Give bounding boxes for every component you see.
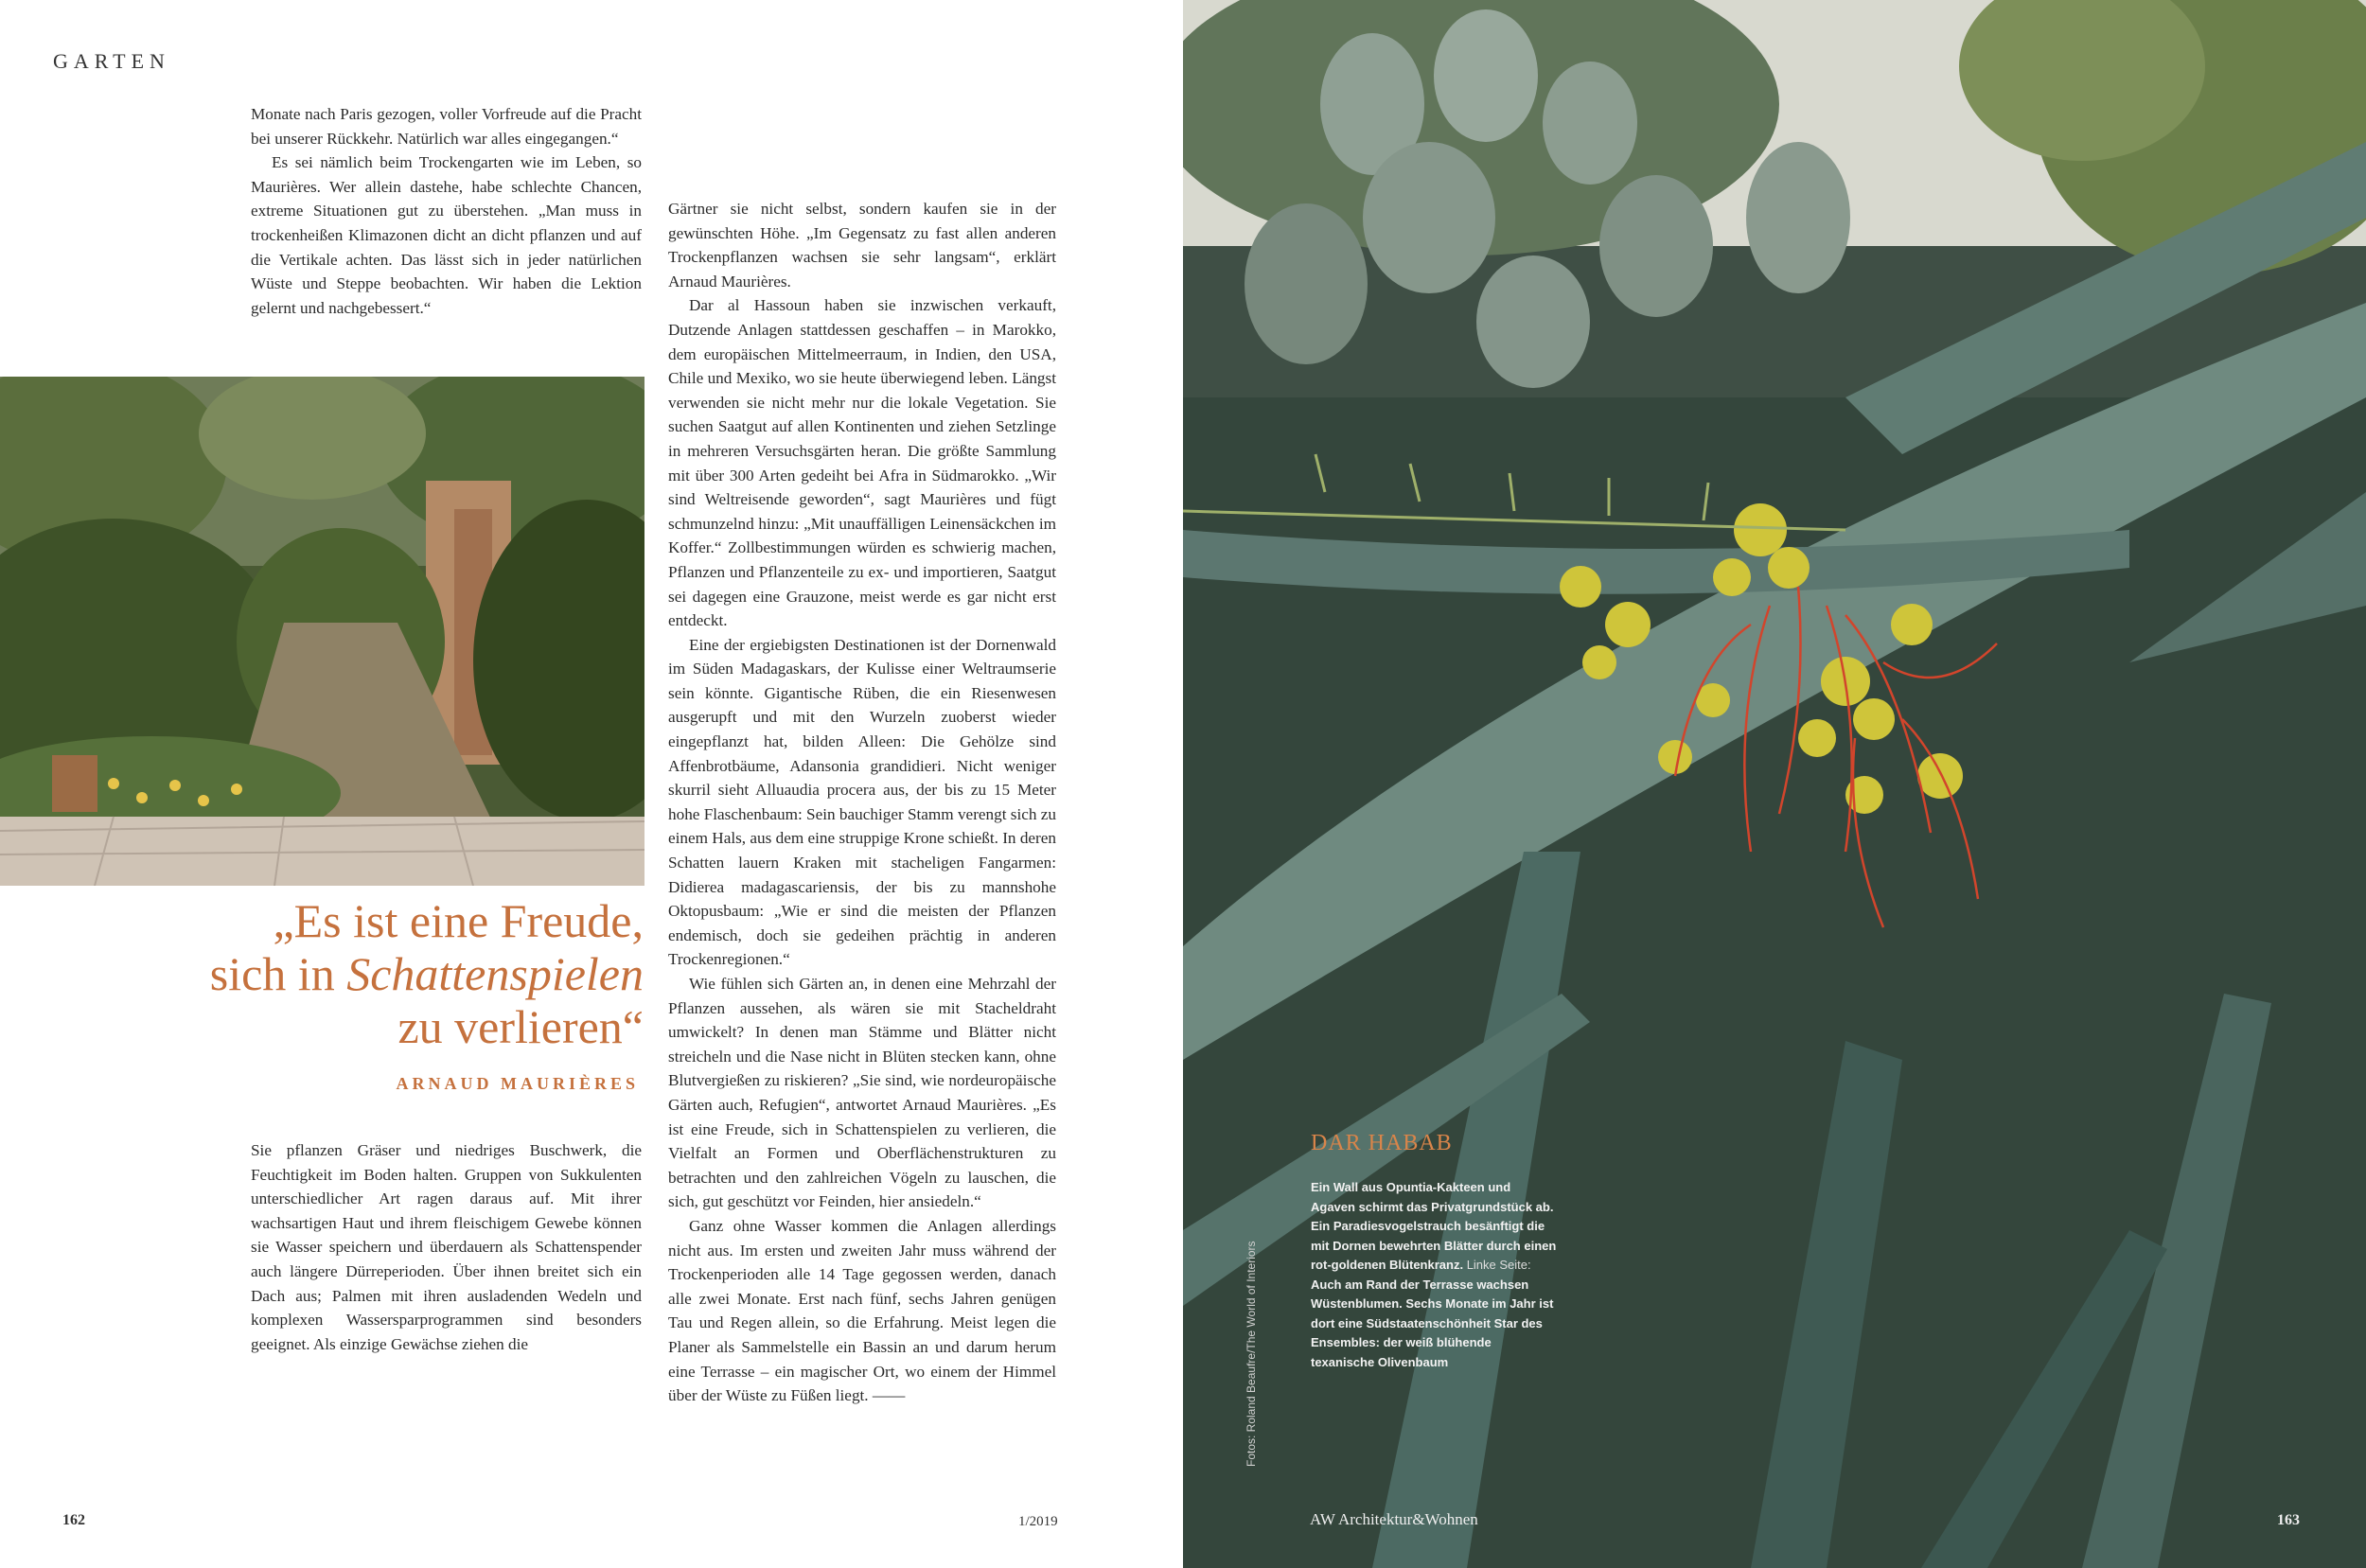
article-column-2: [668, 197, 1056, 1408]
photo-credit: Fotos: Roland Beaufre/The World of Interiors: [1245, 1241, 1258, 1467]
page-number-right: 163: [2277, 1512, 2300, 1528]
section-label: GARTEN: [53, 49, 170, 73]
paragraph: Dar al Hassoun haben sie inzwischen verkauft, Dutzende Anlagen stattdessen geschaffen – in Marokko, dem europäischen Mittelmeerraum, in Indien, den USA, Chile und Mexiko, wo sie heute überwiegend leben. Längst verwenden sie nicht mehr nur die lokale Vegetation. Sie suchen Saatgut auf allen Kontinenten und ziehen Setzlinge in mehreren Versuchsgärten heran. Die größte Sammlung mit über 300 Arten gedeiht bei Afra in Südmarokko. „Wir sind Weltreisende geworden“, sagt Maurières und fügt schmunzelnd hinzu: „Mit unauffälligen Leinensäckchen im Koffer.“ Zollbestimmungen würden es schwierig machen, Pflanzen und Pflanzenteile zu ex- und importieren, Saatgut sei dagegen eine Grauzone, meist werde es gar nicht erst entdeckt.: [668, 296, 1056, 630]
caption-text: [1311, 1178, 1557, 1372]
pull-quote-line: sich in Schattenspielen: [209, 947, 644, 1000]
magazine-brand: AW Architektur&Wohnen: [1310, 1510, 1478, 1528]
article-column-1: [251, 102, 642, 320]
caption-body: Auch am Rand der Terrasse wachsen Wüstenblumen. Sechs Monate im Jahr ist dort eine Südstaatenschönheit Star des Ensembles: der weiß blühende texanische Olivenbaum: [1311, 1277, 1554, 1369]
right-page: [1183, 0, 2366, 1568]
issue-label: 1/2019: [1018, 1514, 1058, 1529]
caption-body: Ein Wall aus Opuntia-Kakteen und Agaven schirmt das Privatgrundstück ab. Ein Paradiesvogelstrauch besänftigt die mit Dornen bewehrten Blätter durch einen rot-goldenen Blütenkranz.: [1311, 1180, 1557, 1272]
pull-quote-line: „Es ist eine Freude,: [273, 894, 644, 947]
garden-path-photo: [0, 377, 644, 886]
quote-author: ARNAUD MAURIÈRES: [396, 1074, 639, 1093]
pull-quote: [142, 894, 644, 1053]
pull-quote-line: zu verlieren“: [397, 1000, 644, 1053]
page-number-left: 162: [62, 1512, 85, 1528]
paragraph: Ganz ohne Wasser kommen die Anlagen allerdings nicht aus. Im ersten und zweiten Jahr muss während der Trockenperioden alle 14 Tage gegossen werden, danach alle zwei Monate. Erst nach fünf, sechs Jahren genügen Tau und Regen allein, so die Erfahrung. Meist legen die Planer als Sammelstelle ein Bassin an und darum herum eine Terrasse – ein magischer Ort, wo einem der Himmel über der Wüste zu Füßen liegt. ——: [668, 1216, 1056, 1405]
article-column-3: [251, 1138, 642, 1356]
paragraph: Eine der ergiebigsten Destinationen ist der Dornenwald im Süden Madagaskars, der Kulisse einer Weltraumserie sein könnte. Gigantische Rüben, die ein Riesenwesen ausgerupft und mit den Wurzeln zuoberst wieder eingepflanzt hat, bilden Alleen: Die Gehölze sind Affenbrotbäume, Adansonia grandidieri. Nicht weniger skurril sieht Alluaudia procera aus, der bis zu 15 Meter hohe Flaschenbaum: Sein bauchiger Stamm verengt sich zu einem Hals, aus dem eine struppige Krone schießt. In deren Schatten lauern Kraken mit stacheligen Fangarmen: Didierea madagascariensis, der bis zu mannshohe Oktopusbaum: „Wie er sind die meisten der Pflanzen endemisch, doch sie gedeihen prächtig in anderen Trockenregionen.“: [668, 635, 1057, 969]
paragraph: Sie pflanzen Gräser und niedriges Buschwerk, die Feuchtigkeit im Boden halten. Gruppen von Sukkulenten unterschiedlicher Art ragen daraus auf. Mit ihrer wachsartigen Haut und ihrem fleischigem Gewebe können sie Wasser speichern und überdauern als Schattenspender auch längere Dürreperioden. Über ihnen breitet sich ein Dach aus; Palmen mit ihren ausladenden Wedeln und komplexen Wassersparprogrammen sind besonders geeignet. Als einzige Gewächse ziehen die: [251, 1141, 642, 1353]
paragraph: Gärtner sie nicht selbst, sondern kaufen sie in der gewünschten Höhe. „Im Gegensatz zu fast allen anderen Trockenpflanzen wachsen sie sehr langsam“, erklärt Arnaud Maurières.: [668, 200, 1056, 291]
caption-label: Linke Seite:: [1466, 1258, 1531, 1272]
paragraph: Monate nach Paris gezogen, voller Vorfreude auf die Pracht bei unserer Rückkehr. Natürlich war alles eingegangen.“: [251, 105, 642, 148]
caption-title: DAR HABAB: [1311, 1131, 1453, 1155]
pull-quote-emphasis: Schattenspielen: [346, 947, 644, 1000]
paragraph: Wie fühlen sich Gärten an, in denen eine Mehrzahl der Pflanzen aussehen, als wären sie mit Stacheldraht umwickelt? In denen man Stämme und Blätter nicht streicheln und die Nase nicht in Blüten stecken kann, ohne Blutvergießen zu riskieren? „Sie sind, wie nordeuropäische Gärten auch, Refugien“, antwortet Arnaud Maurières. „Es ist eine Freude, sich in Schattenspielen zu verlieren, die Vielfalt an Formen und Oberflächenstrukturen zu betrachten und den zahlreichen Vögeln zu lauschen, die sich, gut geschützt vor Feinden, hier ansiedeln.“: [668, 975, 1056, 1211]
paragraph: Es sei nämlich beim Trockengarten wie im Leben, so Maurières. Wer allein dastehe, habe schlechte Chancen, extreme Situationen gut zu überstehen. „Man muss in trockenheißen Klimazonen dicht an dicht pflanzen und auf die Vertikale achten. Das lässt sich in jeder natürlichen Wüste und Steppe beobachten. Wir haben die Lektion gelernt und nachgebessert.“: [251, 153, 642, 317]
